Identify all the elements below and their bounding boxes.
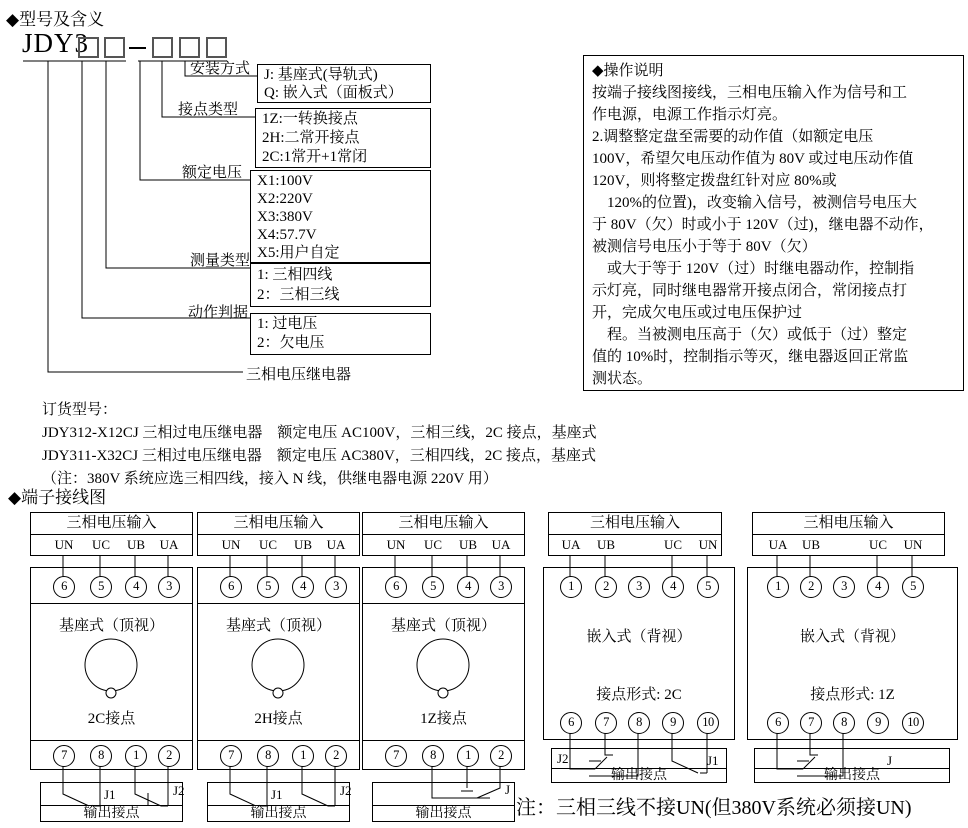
operation-instructions-box (583, 55, 964, 391)
terminal-circle: 1 (292, 745, 314, 767)
terminal-circle: 3 (833, 576, 855, 598)
option-line: Q: 嵌入式（面板式） (264, 85, 403, 101)
terminal-circle: 3 (158, 576, 180, 598)
terminal-circle: 7 (53, 745, 75, 767)
view-label: 基座式（顶视） (390, 618, 496, 634)
model-box-5 (206, 37, 227, 58)
terminal-label: UB (596, 537, 616, 552)
terminal-circle: 4 (662, 576, 684, 598)
option-line: J: 基座式(导轨式) (264, 67, 378, 83)
terminal-circle: 5 (257, 576, 279, 598)
option-line: 1: 过电压 (257, 316, 318, 332)
order-line: JDY311-X32CJ 三相过电压继电器 额定电压 AC380V，三相四线，2C 接点，基座式 (42, 448, 597, 464)
terminal-circle: 8 (422, 745, 444, 767)
terminal-circle: 2 (158, 745, 180, 767)
tree-label-product: 三相电压继电器 (246, 367, 352, 383)
operation-line: 作电源，电源工作指示灯亮。 (592, 107, 788, 123)
divider (197, 740, 360, 741)
terminal-label: UC (423, 537, 443, 552)
option-line: 1Z:一转换接点 (262, 111, 358, 127)
input-header: 三相电压输入 (753, 513, 944, 535)
input-terminal-box (197, 512, 360, 556)
view-label: 基座式（顶视） (58, 618, 164, 634)
operation-line: 开，完成欠电压或过电压保护过 (592, 305, 803, 321)
terminal-label: UC (258, 537, 278, 552)
terminal-circle: 6 (53, 576, 75, 598)
terminal-label: UN (903, 537, 923, 552)
option-line: X4:57.7V (257, 227, 317, 243)
terminal-circle: 8 (628, 712, 650, 734)
wiring-note: 注：三相三线不接UN(但380V系统必须接UN) (516, 797, 912, 819)
tree-label-install: 安装方式 (190, 61, 251, 77)
terminal-circle: 2 (595, 576, 617, 598)
contact-j1-label: J1 (707, 753, 719, 768)
terminal-circle: 4 (457, 576, 479, 598)
terminal-circle: 5 (697, 576, 719, 598)
order-line: （注：380V 系统应选三相四线，接入 N 线，供继电器电源 220V 用） (42, 471, 498, 487)
contact-symbol-row (373, 783, 514, 806)
input-header: 三相电压输入 (363, 513, 524, 535)
contact-symbol-row (755, 749, 949, 769)
operation-line: 按端子接线图接线，三相电压输入作为信号和工 (592, 85, 908, 101)
operation-line: 被测信号电压小于等于 80V（欠） (592, 239, 817, 255)
output-label: 输出接点 (415, 806, 472, 821)
contact-j2-label: J2 (173, 783, 185, 798)
contact-j-label: J (505, 782, 511, 797)
terminal-circle: 6 (385, 576, 407, 598)
output-contact-box (551, 748, 727, 783)
section1-title: ◆型号及含义 (6, 10, 105, 29)
terminal-label: UC (868, 537, 888, 552)
terminal-circle: 3 (628, 576, 650, 598)
output-label: 输出接点 (824, 768, 880, 783)
terminal-circle: 3 (325, 576, 347, 598)
contact-type-label: 2C接点 (87, 711, 136, 727)
terminal-label: UN (386, 537, 406, 552)
operation-line: 120%的位置)，改变输入信号，被测信号电压大 (592, 195, 917, 211)
terminal-circle: 10 (902, 712, 924, 734)
terminal-label: UN (221, 537, 241, 552)
divider (362, 603, 525, 604)
terminal-circle: 2 (490, 745, 512, 767)
terminal-circle: 7 (385, 745, 407, 767)
contact-j-label: J (887, 753, 893, 768)
terminal-circle: 6 (767, 712, 789, 734)
contact-j1-label: J1 (104, 787, 116, 802)
divider (30, 603, 193, 604)
option-box-voltage (250, 170, 431, 263)
option-line: 1: 三相四线 (257, 267, 333, 283)
terminal-label: UA (491, 537, 511, 552)
model-box-1 (78, 37, 99, 58)
terminal-label: UB (126, 537, 146, 552)
terminal-circle: 1 (125, 745, 147, 767)
terminal-circle: 4 (867, 576, 889, 598)
option-line: X3:380V (257, 209, 313, 225)
terminal-circle: 3 (490, 576, 512, 598)
divider (30, 740, 193, 741)
terminal-label: UC (91, 537, 111, 552)
tree-label-voltage: 额定电压 (182, 165, 243, 181)
terminal-circle: 4 (292, 576, 314, 598)
view-label: 嵌入式（背视） (799, 629, 905, 645)
operation-line: 2.调整整定盘至需要的动作值（如额定电压 (592, 129, 874, 145)
option-box-install (257, 64, 431, 103)
view-label: 嵌入式（背视） (586, 629, 692, 645)
terminal-circle: 5 (90, 576, 112, 598)
tree-label-action: 动作判据 (188, 305, 249, 321)
operation-line: 测状态。 (592, 371, 653, 387)
terminal-label: UB (293, 537, 313, 552)
output-contact-box (754, 748, 950, 783)
terminal-circle: 4 (125, 576, 147, 598)
terminal-circle: 1 (767, 576, 789, 598)
operation-line: 100V，希望欠电压动作值为 80V 或过电压动作值 (592, 151, 914, 167)
input-header: 三相电压输入 (31, 513, 192, 535)
terminal-label: UA (326, 537, 346, 552)
operation-line: 于 80V（欠）时或小于 120V（过)，继电器不动作， (592, 217, 934, 233)
contact-form-label: 接点形式: 2C (596, 687, 682, 703)
output-label: 输出接点 (250, 806, 307, 821)
terminal-circle: 5 (422, 576, 444, 598)
output-label: 输出接点 (611, 768, 667, 783)
terminal-circle: 2 (800, 576, 822, 598)
output-label: 输出接点 (83, 806, 140, 821)
terminal-circle: 8 (833, 712, 855, 734)
model-box-3 (152, 37, 173, 58)
input-terminal-box (548, 512, 722, 556)
model-prefix: JDY3 (22, 28, 90, 58)
model-box-4 (179, 37, 200, 58)
relay-shaft-icon (81, 638, 143, 702)
input-header: 三相电压输入 (198, 513, 359, 535)
terminal-label: UC (663, 537, 683, 552)
input-terminal-box (30, 512, 193, 556)
terminal-label: UN (698, 537, 718, 552)
operation-line: 或大于等于 120V（过）时继电器动作，控制指 (592, 261, 915, 277)
relay-shaft-icon (413, 638, 475, 702)
order-heading: 订货型号： (42, 402, 118, 418)
terminal-label: UB (801, 537, 821, 552)
operation-line: 120V，则将整定拨盘红针对应 80%或 (592, 173, 837, 189)
operation-line: 程。当被测电压高于（欠）或低于（过）整定 (592, 327, 908, 343)
wiring-diagram-base-2c (30, 510, 193, 828)
contact-j2-label: J2 (340, 783, 352, 798)
wiring-diagram-base-1z (362, 510, 525, 828)
terminal-circle: 7 (800, 712, 822, 734)
terminal-circle: 9 (867, 712, 889, 734)
input-terminal-box (752, 512, 945, 556)
contact-j1-label: J1 (271, 787, 283, 802)
model-dash (129, 47, 146, 49)
terminal-circle: 9 (662, 712, 684, 734)
terminal-circle: 6 (560, 712, 582, 734)
relay-shaft-icon (248, 638, 310, 702)
contact-j2-label: J2 (557, 751, 569, 766)
wiring-diagram-base-2h (197, 510, 360, 828)
terminal-circle: 7 (595, 712, 617, 734)
tree-label-measure: 测量类型 (190, 253, 251, 269)
output-contact-box (372, 782, 515, 822)
terminal-circle: 2 (325, 745, 347, 767)
option-line: X2:220V (257, 191, 313, 207)
wiring-diagram-panel-2c (543, 510, 735, 828)
tree-label-contact: 接点类型 (178, 102, 239, 118)
option-line: 2：欠电压 (257, 335, 325, 351)
terminal-circle: 6 (220, 576, 242, 598)
terminal-label: UA (561, 537, 581, 552)
terminal-label: UN (54, 537, 74, 552)
terminal-circle: 1 (560, 576, 582, 598)
contact-symbol-row (552, 749, 726, 769)
operation-title: ◆操作说明 (592, 63, 664, 79)
option-line: X5:用户自定 (257, 245, 340, 261)
option-box-contact (255, 108, 431, 168)
option-line: 2H:二常开接点 (262, 130, 360, 146)
input-header: 三相电压输入 (549, 513, 721, 535)
wiring-diagram-panel-1z (747, 510, 958, 828)
operation-line: 示灯亮，同时继电器常开接点闭合，常闭接点打 (592, 283, 908, 299)
section2-title: ◆端子接线图 (8, 488, 107, 507)
terminal-circle: 1 (457, 745, 479, 767)
view-label: 基座式（顶视） (225, 618, 331, 634)
terminal-label: UA (768, 537, 788, 552)
option-line: X1:100V (257, 173, 313, 189)
terminal-circle: 8 (257, 745, 279, 767)
terminal-circle: 7 (220, 745, 242, 767)
contact-type-label: 1Z接点 (420, 711, 467, 727)
terminal-circle: 5 (902, 576, 924, 598)
option-line: 2：三相三线 (257, 287, 340, 303)
terminal-circle: 10 (697, 712, 719, 734)
divider (362, 740, 525, 741)
divider (197, 603, 360, 604)
terminal-label: UB (458, 537, 478, 552)
contact-form-label: 接点形式: 1Z (810, 687, 895, 703)
option-box-measure (250, 263, 431, 307)
order-line: JDY312-X12CJ 三相过电压继电器 额定电压 AC100V，三相三线，2C 接点，基座式 (42, 425, 597, 441)
operation-line: 值的 10%时，控制指示等灭，继电器返回正常监 (592, 349, 909, 365)
terminal-circle: 8 (90, 745, 112, 767)
model-box-2 (104, 37, 125, 58)
option-box-action (250, 313, 431, 355)
input-terminal-box (362, 512, 525, 556)
contact-type-label: 2H接点 (254, 711, 303, 727)
terminal-label: UA (159, 537, 179, 552)
option-line: 2C:1常开+1常闭 (262, 149, 368, 165)
